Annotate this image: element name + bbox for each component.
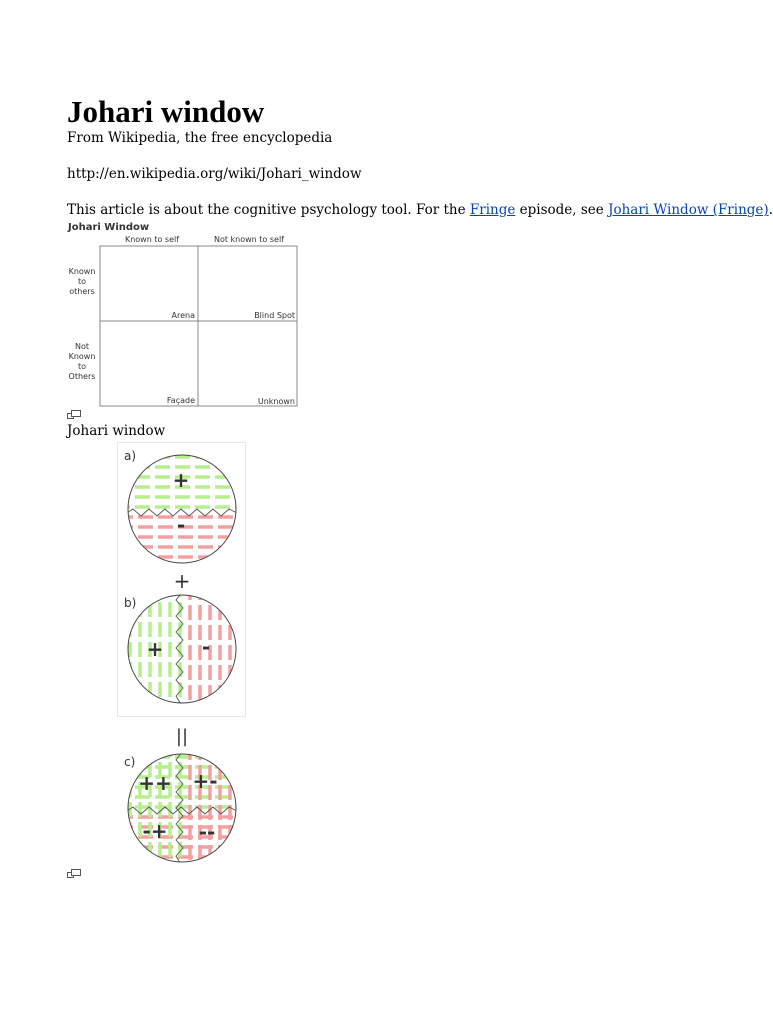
row-header-known-3: others: [69, 287, 95, 296]
circle-b-fill: [125, 592, 242, 706]
circle-b-minus: -: [201, 635, 211, 659]
cell-arena: Arena: [171, 311, 195, 320]
row-header-known-1: Known: [68, 267, 96, 276]
hatnote: [67, 201, 773, 219]
col-header-known: Known to self: [124, 235, 180, 244]
cell-unknown: Unknown: [257, 397, 295, 406]
circle-c-fill: [125, 752, 242, 868]
row-header-known-2: to: [77, 277, 87, 286]
enlarge-icon[interactable]: [67, 869, 81, 879]
label-b: b): [124, 596, 137, 610]
circle-c-minus-plus: -+: [142, 819, 168, 843]
enlarge-icon[interactable]: [67, 410, 81, 420]
page-title: Johari window: [67, 94, 265, 129]
hatnote-prefix: This article is about the cognitive psychology tool. For the: [67, 202, 470, 218]
johari-window-figure: [66, 218, 302, 410]
label-c: c): [124, 755, 136, 769]
figure-heading: Johari Window: [68, 222, 150, 233]
plus-operator: +: [173, 569, 191, 593]
row-header-not-known-1: Not: [74, 342, 90, 351]
cell-facade: Façade: [166, 396, 195, 405]
row-header-not-known-2: Known: [68, 352, 96, 361]
equals-operator: ||: [175, 726, 189, 747]
source-url: http://en.wikipedia.org/wiki/Johari_window: [67, 166, 362, 182]
circle-b-plus: +: [146, 637, 164, 661]
col-header-not-known: Not known to self: [213, 235, 285, 244]
circle-a-minus: -: [176, 513, 186, 537]
johari-circles-figure: [115, 442, 249, 868]
row-header-not-known-4: Others: [68, 372, 96, 381]
label-a: a): [124, 449, 137, 463]
circle-c-minus-minus: --: [198, 820, 216, 844]
circle-c-plus-minus: +-: [192, 769, 218, 793]
circle-a-plus: +: [172, 468, 190, 492]
fringe-link[interactable]: Fringe: [469, 202, 516, 218]
hatnote-suffix: .: [768, 202, 773, 218]
johari-window-fringe-link[interactable]: Johari Window (Fringe): [608, 202, 769, 218]
page-subtitle: From Wikipedia, the free encyclopedia: [67, 130, 333, 146]
circle-c-plus-plus: ++: [138, 771, 172, 795]
hatnote-middle: episode, see: [515, 202, 609, 218]
row-header-not-known-3: to: [77, 362, 87, 371]
cell-blind-spot: Blind Spot: [254, 311, 295, 320]
figure-caption: Johari window: [67, 423, 166, 439]
